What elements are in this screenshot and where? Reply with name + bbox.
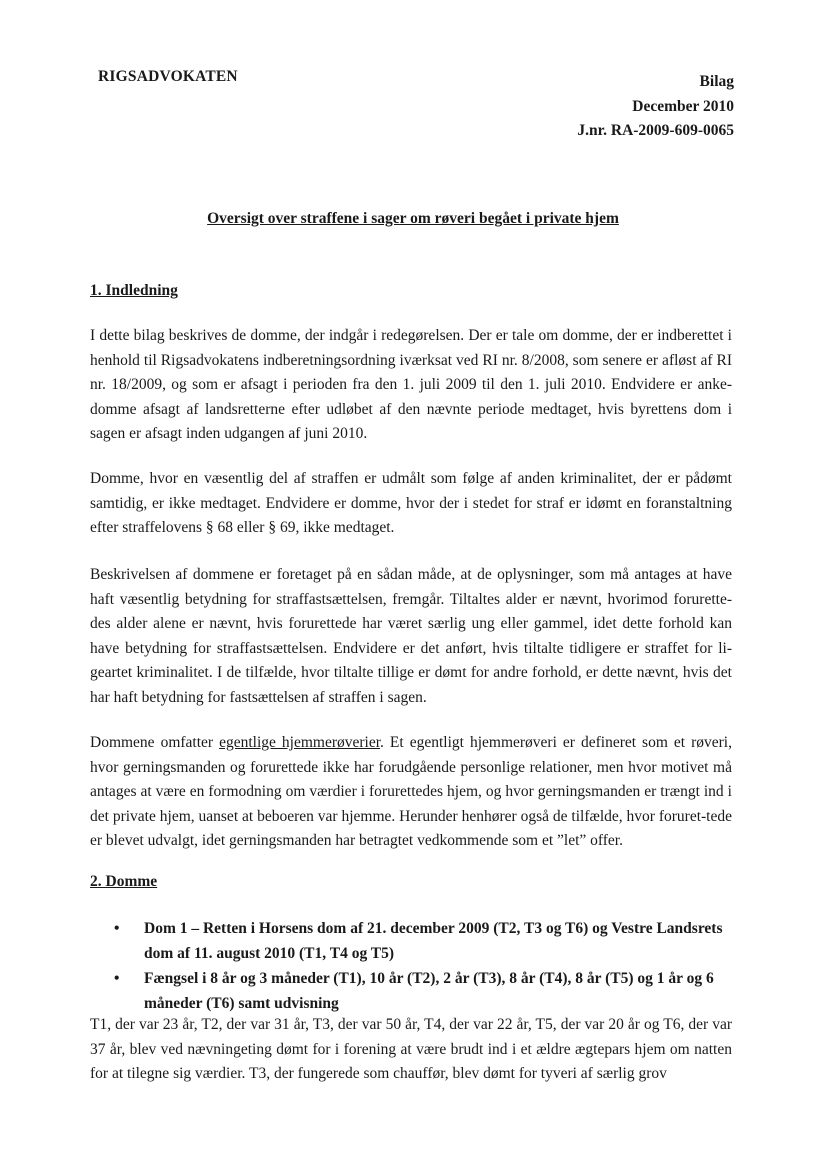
judgment-court-line: Dom 1 – Retten i Horsens dom af 21. december 2009 (T2, T3 og T6) og Vestre Landsrets dom af 11. august 2010 (T1, T4 og T5): [144, 920, 723, 962]
section-heading-introduction: 1. Indledning: [90, 282, 178, 299]
intro-paragraph-1: I dette bilag beskrives de domme, der indgår i redegørelsen. Der er tale om domme, der er indberettet i henhold til Rigsadvokatens indberetningsordning iværksat ved RI nr. 8/2008, som senere er afløst af RI nr. 18/2009, og som er afsagt i perioden fra den 1. juli 2009 til den 1. juli 2010. Endvidere er anke-domme afsagt af landsretterne efter udløbet af den nævnte periode medtaget, hvis byrettens dom i sagen er afsagt inden udgangen af juni 2010.: [90, 327, 732, 442]
intro-paragraph-4: [90, 731, 732, 854]
appendix-label: Bilag: [699, 73, 734, 90]
paragraph-4-rest: . Et egentligt hjemmerøveri er defineret som et røveri, hvor gerningsmanden og forurettede ikke har forudgående personlige relationer, men hvor motivet må antages at være en formodning om værdier i forurettedes hjem, og hvor gerningsmanden er trængt ind i det private hjem, uanset at beboeren var hjemme. Herunder henhører også de tilfælde, hvor foruret-tede er blevet udvalgt, idet gerningsmanden har betragtet vedkommende som et ”let” offer.: [90, 734, 732, 849]
list-item: [90, 917, 732, 966]
document-meta: [577, 70, 734, 144]
document-date: December 2010: [632, 97, 734, 115]
intro-paragraph-2: Domme, hvor en væsentlig del af straffen er udmålt som følge af anden kriminalitet, der er pådømt samtidig, er ikke medtaget. Endvidere er domme, hvor der i stedet for straf er idømt en foranstaltning efter straffelovens § 68 eller § 69, ikke medtaget.: [90, 470, 732, 536]
section-heading-judgments: 2. Domme: [90, 873, 158, 890]
document-title: Oversigt over straffene i sager om røveri begået i private hjem: [207, 210, 619, 227]
judgment-summary-list: [90, 917, 732, 1017]
journal-number: J.nr. RA-2009-609-0065: [577, 122, 734, 139]
bullet-icon: •: [114, 970, 120, 987]
judgment-1-paragraph: T1, der var 23 år, T2, der var 31 år, T3, der var 50 år, T4, der var 22 år, T5, der var 20 år og T6, der var 37 år, blev ved nævningeting dømt for i forening at være brudt ind i et ældre ægtepars hjem om natten for at tilegne sig værdier. T3, der fungerede som chauffør, blev dømt for tyveri af særlig grov: [90, 1016, 732, 1082]
judgment-sentence-line: Fængsel i 8 år og 3 måneder (T1), 10 år (T2), 2 år (T3), 8 år (T4), 8 år (T5) og 1 år og 6 måneder (T6) samt udvisning: [144, 970, 714, 1012]
list-item: [90, 967, 732, 1016]
organization-name: RIGSADVOKATEN: [98, 68, 238, 85]
document-title-wrapper: [0, 210, 826, 228]
defined-term-home-robbery: egentlige hjemmerøverier: [219, 734, 381, 751]
paragraph-4-lead: Dommene omfatter: [90, 734, 220, 751]
bullet-icon: •: [114, 920, 120, 937]
intro-paragraph-3: Beskrivelsen af dommene er foretaget på en sådan måde, at de oplysninger, som må antages at have haft væsentlig betydning for straffastsættelsen, fremgår. Tiltaltes alder er nævnt, hvorimod forurette-des alder alene er nævnt, hvis forurettede har været særlig ung eller gammel, idet dette forhold kan have betydning for straffastsættelsen. Endvidere er det anført, hvis tiltalte tidligere er straffet for li-geartet kriminalitet. I de tilfælde, hvor tiltalte tillige er dømt for andre forhold, er dette nævnt, hvis det har haft betydning for fastsættelsen af straffen i sagen.: [90, 566, 732, 706]
